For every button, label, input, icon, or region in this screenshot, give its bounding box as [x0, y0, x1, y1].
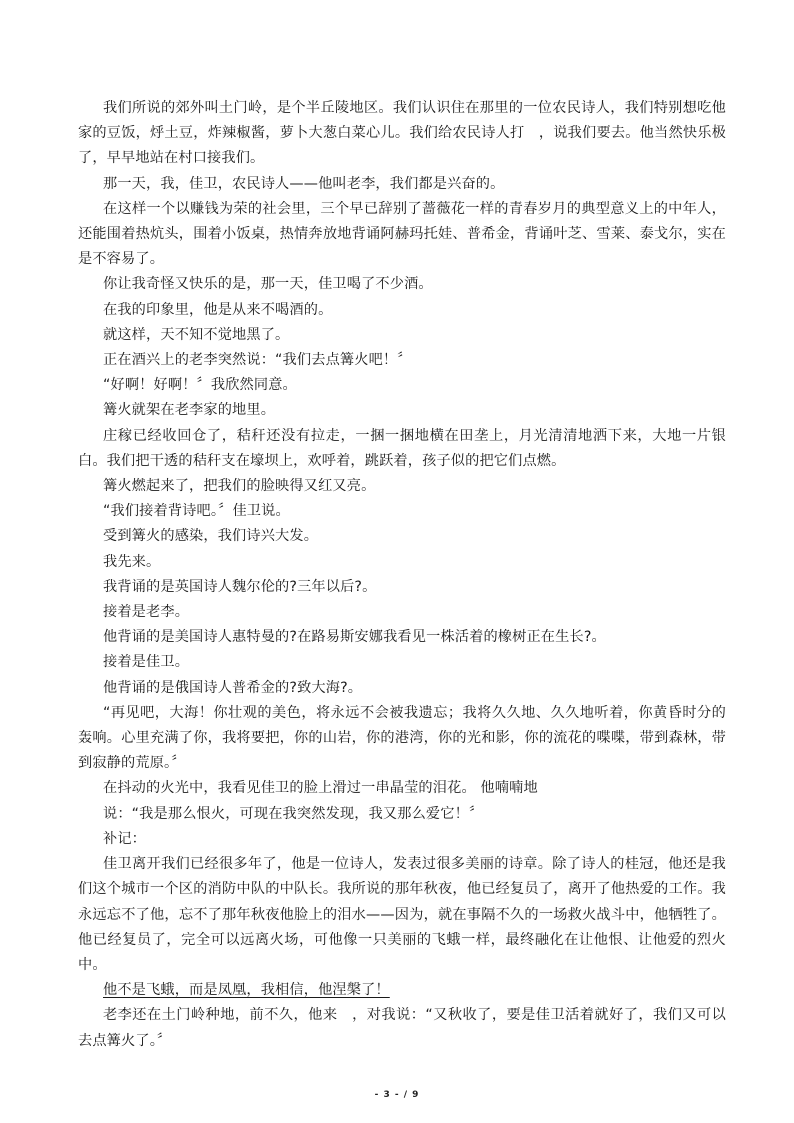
paragraph-tears: 在抖动的火光中，我看见佳卫的脸上滑过一串晶莹的泪花。 他喃喃地	[103, 780, 538, 797]
paragraph-dark: 就这样，天不知不觉地黑了。	[103, 326, 290, 343]
paragraph-closing: 老李还在土门岭种地，前不久，他来 ，对我说：“又秋收了，要是佳卫活着就好了，我们又可以去点篝火了。〞	[78, 1007, 726, 1049]
paragraph-me-first: 我先来。	[103, 553, 161, 570]
paragraph-poem-quote: “再见吧，大海！你壮观的美色，将永远不会被我遗忘；我将久久地、久久地听着，你黄昏时分的轰响。心里充满了你，我将要把，你的山岩，你的港湾，你的光和影，你的流花的喋喋，带到森林，带到寂静的荒原。〞	[78, 704, 726, 772]
paragraph-laoli-poem: 他背诵的是美国诗人惠特曼的?在路易斯安娜我看见一株活着的橡树正在生长?。	[103, 629, 606, 646]
paragraph-fire-lit: 篝火燃起来了，把我们的脸映得又红又亮。	[103, 478, 376, 495]
paragraph-laoli-next: 接着是老李。	[103, 604, 190, 621]
paragraph-jiawei-next: 接着是佳卫。	[103, 654, 190, 671]
paragraph-postscript: 佳卫离开我们已经很多年了，他是一位诗人，发表过很多美丽的诗章。除了诗人的桂冠，他还是我们这个城市一个区的消防中队的中队长。我所说的那年秋夜，他已经复员了，离开了他热爱的工作。我永远忘不了他，忘不了那年秋夜他脸上的泪水——因为，就在事隔不久的一场救火战斗中，他牺牲了。他已经复员了，完全可以远离火场，可他像一只美丽的飞蛾一样，最终融化在让他恨、让他爱的烈火中。	[78, 856, 726, 973]
paragraph-postscript-label: 补记：	[103, 830, 147, 847]
paragraph-intro: 我们所说的郊外叫土门岭，是个半丘陵地区。我们认识住在那里的一位农民诗人，我们特别想吃他家的豆饭，烀土豆，炸辣椒酱，萝卜大葱白菜心儿。我们给农民诗人打 ，说我们要去。他当然快乐极了，早早地站在村口接我们。	[78, 100, 726, 167]
paragraph-harvest: 庄稼已经收回仓了，秸秆还没有拉走，一捆一捆地横在田垄上，月光清清地洒下来，大地一片银白。我们把干透的秸秆支在壕坝上，欢呼着，跳跃着，孩子似的把它们点燃。	[78, 427, 726, 469]
paragraph-bonfire-suggestion: 正在酒兴上的老李突然说：“我们去点篝火吧！〞	[103, 352, 412, 369]
paragraph-society: 在这样一个以赚钱为荣的社会里，三个早已辞别了蔷薇花一样的青春岁月的典型意义上的中年人，还能围着热炕头，围着小饭桌，热情奔放地背诵阿赫玛托娃、普希金，背诵叶芝、雪莱、泰戈尔，实在是不容易了。	[78, 200, 726, 268]
paragraph-impression: 在我的印象里，他是从来不喝酒的。	[103, 301, 333, 318]
paragraph-inspired: 受到篝火的感染，我们诗兴大发。	[103, 528, 319, 545]
paragraph-recite-suggestion: “我们接着背诗吧。〞佳卫说。	[103, 503, 290, 520]
paragraph-phoenix	[78, 978, 726, 1003]
paragraph-jiawei-poem: 他背诵的是俄国诗人普希金的?致大海?。	[103, 679, 363, 696]
phoenix-sentence: 他不是飞蛾，而是凤凰，我相信，他涅槃了！	[103, 982, 390, 999]
paragraph-drinking: 你让我奇怪又快乐的是，那一天，佳卫喝了不少酒。	[103, 276, 433, 293]
page-number: - 3 - / 9	[374, 1090, 420, 1100]
paragraph-murmur: 说：“我是那么恨火，可现在我突然发现，我又那么爱它！〞	[103, 805, 484, 822]
paragraph-bonfire-place: 篝火就架在老李家的地里。	[103, 402, 276, 419]
article-body	[78, 96, 726, 1054]
paragraph-that-day: 那一天，我，佳卫，农民诗人——他叫老李，我们都是兴奋的。	[103, 175, 505, 192]
paragraph-agree: “好啊！好啊！〞我欣然同意。	[103, 377, 297, 394]
paragraph-my-poem: 我背诵的是英国诗人魏尔伦的?三年以后?。	[103, 578, 377, 595]
